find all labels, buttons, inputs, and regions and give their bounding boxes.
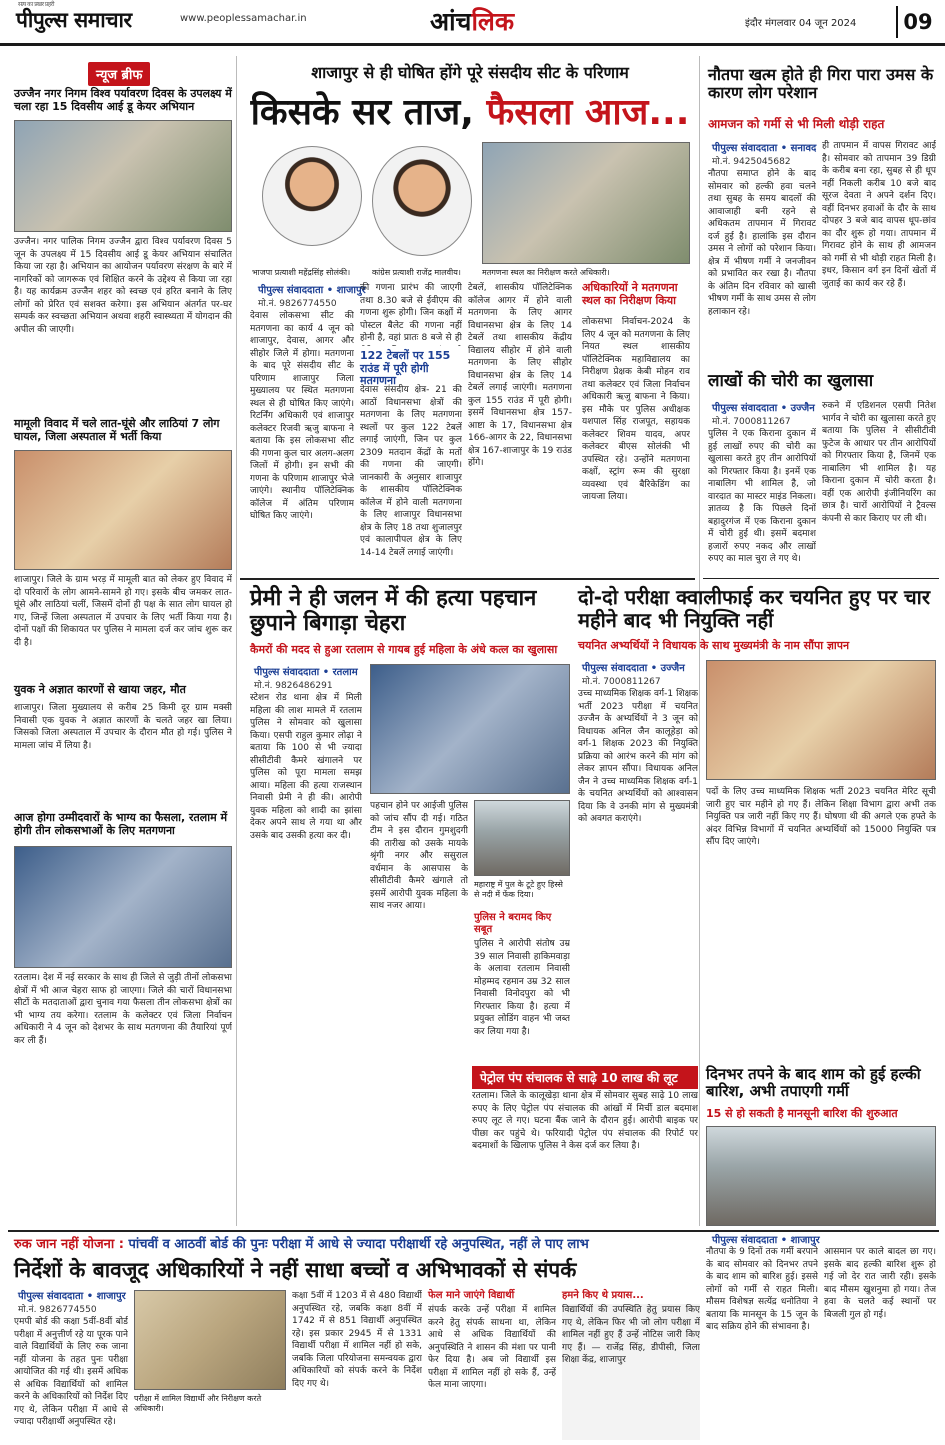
evidence-text: पुलिस ने आरोपी संतोष उम्र 39 साल निवासी हाकिमवाड़ा के अलावा रतलाम निवासी मोहम्मद रहमान उम्र 32 साल निवासी विनोदपुरा को भी गिरफ्तार किया है। हत्या में प्रयुक्त लोडिंग वाहन भी जब्त कर लिया गया है। xyxy=(474,939,570,1037)
recruit-text-2: पदों के लिए उच्च माध्यमिक शिक्षक भर्ती 2023 चयनित मेरिट सूची जारी हुए चार महीने हो गए हैं। लेकिन शिक्षा विभाग द्वारा अभी तक नियुक्ति पत्र जारी नहीं किए गए हैं। घोषणा थी की अगले एक हफ्ते के अंदर विभिन्न विभागों में चयनित अभ्यर्थियों को 15000 नियुक्ति पत्र सौंप दिए जाएंगे। xyxy=(706,787,936,847)
brief4-photo xyxy=(14,846,232,968)
brief4-text: रतलाम। देश में नई सरकार के साथ ही जिले से जुड़ी तीनों लोकसभा क्षेत्रों में भी आज चेहरा साफ हो जाएगा। जिले की चारों विधानसभा सीटों के मतदाताओं द्वारा चुनाव गया फैसला तीन लोकसभा क्षेत्रों का भी भाग्य तय करेगा। रतलाम के कलेक्टर एवं जिला निर्वाचन अधिकारी ने 4 जून को देशभर के साथ मतगणना की तैयारियां पूर्ण कर ली हैं। xyxy=(14,973,232,1046)
recruit-group-photo xyxy=(706,660,936,780)
heat-headline[interactable]: नौतपा खत्म होते ही गिरा पारा उमस के कारण लोग परेशान xyxy=(708,65,934,103)
murder-subhead: कैमरों की मदद से हुआ रतलाम से गायब हुई महिला के अंधे कत्ल का खुलासा xyxy=(250,643,558,656)
lead-kicker: शाजापुर से ही घोषित होंगे पूरे संसदीय सीट के परिणाम xyxy=(311,63,629,82)
school-text-3: संपर्क करके उन्हें परीक्षा में शामिल करने हेतु संपर्क साधना था, लेकिन आधे से अधिक विद्यार्थियों की अनुपस्थिति ने शासन की मंशा पर पानी फेर दिया है। अब जो विद्यार्थी इस परीक्षा में शामिल नहीं हो सके हैं, उन्हें फेल माना जाएगा। xyxy=(428,1305,556,1390)
theft-byline: पीपुल्स संवाददाता • उज्जैन xyxy=(712,403,815,414)
recruit-headline[interactable]: दो-दो परीक्षा क्वालीफाई कर चयनित हुए पर चार महीने बाद भी नियुक्ति नहीं xyxy=(578,585,931,632)
page-number: 09 xyxy=(896,6,938,38)
logo-text: पीपुल्स समाचार xyxy=(16,8,132,32)
heat-text-1: नौतपा समाप्त होने के बाद सोमवार को हल्की हवा चलने तथा सुबह के समय बादलों की आवाजाही बनी रहने से अधिकतम तापमान में गिरावट दर्ज हुई है। हालांकि इस दौरान उमस ने लोगों को परेशान किया। क्षेत्र में भीषण गर्मी ने जनजीवन को प्रभावित कर रखा है। नौतपा के अंतिम दिन रविवार को खासी भीषण गर्मी के साथ उमस से लोग हलाकान रहे। xyxy=(708,169,816,317)
section-title xyxy=(430,4,514,38)
school-box-headline: हमने किए थे प्रयास... xyxy=(562,1290,644,1301)
murder-press-photo xyxy=(370,664,570,794)
dateline: इंदौर मंगलवार 04 जून 2024 xyxy=(745,18,857,29)
brief2-photo xyxy=(14,450,232,570)
rain-headline[interactable]: दिनभर तपने के बाद शाम को हुई हल्की बारिश, अभी तपाएगी गर्मी xyxy=(706,1065,921,1101)
rain-byline: पीपुल्स संवाददाता • शाजापुर xyxy=(712,1235,820,1246)
school-exam-caption: परीक्षा में शामिल विद्यार्थी और निरीक्षण करते अधिकारी। xyxy=(134,1394,262,1413)
brief1-text: उज्जैन। नगर पालिक निगम उज्जैन द्वारा विश्व पर्यावरण दिवस 5 जून के उपलक्ष्य में 15 दिवसीय आई डू केयर अभियान संचालित किया जा रहा है। अभियान का आयोजन पर्यावरण संरक्षण के बारे में नागरिकों को जागरूक एवं शिक्षित करने के उद्देश्य से किया जा रहा है। यह कार्यक्रम उज्जैन शहर को स्वच्छ एवं हरित बनाने के लिए लोगों को प्रेरित एवं सशक्त करेगा। इस अभियान अंतर्गत पर-घर सम्पर्क कर स्वच्छता अभियान अथवा शहरी स्वास्थ्यता में योगदान की अपील की जाएगी। xyxy=(14,237,232,335)
lead-headline[interactable] xyxy=(250,92,690,133)
theft-text-1: पुलिस ने एक किराना दुकान में हुई लाखों रुपए की चोरी का खुलासा करते हुए तीन आरोपियों को गिरफ्तार किया है। इनमें एक नाबालिग भी शामिल है, जो वारदात का मास्टर माइंड निकला। ज्ञातव्य है कि पिछले दिनों बहादुरगंज में एक किराना दुकान में चोरी हुई थी। इसमें बदमाश हजारों रुपए नकद और लाखों रुपए का माल चुरा ले गए थे। xyxy=(708,429,816,564)
recruit-mobile: मो.नं. 7000811267 xyxy=(582,677,661,687)
brief3-headline[interactable]: युवक ने अज्ञात कारणों से खाया जहर, मौत xyxy=(14,683,186,696)
rain-text-1: नौतपा के 9 दिनों तक गर्मी बरपाने के बाद सोमवार को दिनभर तपने के बाद शाम को बारिश हुई। इससे लोगों को गर्मी से राहत मिली। मौसम विशेषज्ञ सत्येंद्र धनोतिया ने बताया कि मानसून के 15 जून के बाद सक्रिय होने की संभावना है। xyxy=(706,1247,818,1332)
heat-mobile: मो.नं. 9425045682 xyxy=(712,157,791,167)
masthead xyxy=(0,0,945,46)
heat-byline: पीपुल्स संवाददाता • सनावद xyxy=(712,143,817,154)
recruit-subhead: चयनित अभ्यर्थियों ने विधायक के साथ मुख्यमंत्री के नाम सौंपा ज्ञापन xyxy=(578,639,850,652)
bridge-photo-caption: महाराष्ट्र में पुल के टूटे हुए हिस्से से नदी में फेंक दिया। xyxy=(474,880,563,899)
bridge-photo xyxy=(474,800,570,876)
theft-mobile: मो.नं. 7000811267 xyxy=(712,417,791,427)
murder-byline: पीपुल्स संवाददाता • रतलाम xyxy=(254,667,358,678)
school-headline[interactable]: निर्देशों के बावजूद अधिकारियों ने नहीं साधा बच्चों व अभिभावकों से संपर्क xyxy=(14,1258,577,1282)
congress-candidate-caption: कांग्रेस प्रत्याशी राजेंद्र मालवीय। xyxy=(372,268,461,277)
lead-headline-black: किसके सर ताज, xyxy=(250,92,474,133)
logo-tagline: सत्य का प्रखर प्रहरी xyxy=(18,1,55,8)
rain-subhead: 15 से हो सकती है मानसूनी बारिश की शुरुआत xyxy=(706,1107,898,1120)
evidence-subhead: पुलिस ने बरामद किए सबूत xyxy=(474,912,552,935)
section-title-accent: लिक xyxy=(471,7,515,36)
brief2-text: शाजापुर। जिले के ग्राम भरड़ में मामूली बात को लेकर हुए विवाद में दो परिवारों के लोग आमने-सामने हो गए। इसके बीच जमकर लात-घूंसे और लाठियां चलीं, जिसमें दोनों ही पक्ष के सात लोग घायल हो गए, जिन्हें जिला अस्पताल में उपचार के लिए भर्ती किया गया है। दोनों पक्षों की शिकायत पर पुलिस ने मामला दर्ज कर जांच शुरू कर दी है। xyxy=(14,575,232,648)
lead-byline: पीपुल्स संवाददाता • शाजापुर xyxy=(258,285,366,296)
school-mobile: मो.नं. 9826774550 xyxy=(18,1305,97,1315)
lead-mobile: मो.नं. 9826774550 xyxy=(258,299,337,309)
lead-text-1: देवास लोकसभा सीट की मतगणना का कार्य 4 जून को शाजापुर, देवास, आगर और सीहोर जिले में होगा। मतगणना के बाद पूरे संसदीय सीट के परिणाम शाजापुर जिला मुख्यालय पर स्थित मतगणना स्थल से ही घोषित किए जाएंगे। रिटर्निंग अधिकारी एवं शाजापुर कलेक्टर रिजवी ऋजु बाफना ने बताया कि इस लोकसभा सीट की गणना कुल चार अलग-अलग जिलों में होगी। इन सभी की गणना के परिणाम शाजापुर भेजे जाएंगे। स्थानीय पॉलिटेक्निक कॉलेज में अंतिम परिणाम घोषित किए जाएंगे। xyxy=(250,311,354,521)
news-brief-badge: न्यूज ब्रीफ xyxy=(88,62,150,86)
lead-headline-red: फैसला आज... xyxy=(486,92,690,133)
column-divider xyxy=(236,56,237,1226)
school-subhead: फेल माने जाएंगे विद्यार्थी xyxy=(428,1290,515,1301)
brief1-photo xyxy=(14,120,232,232)
newspaper-logo[interactable] xyxy=(16,1,132,34)
lead-text-4: टेबलें, शासकीय पॉलिटेक्निक कॉलेज आगर में होने वाली मतगणना के लिए आगर विधानसभा क्षेत्र के लिए 14 टेबलें तथा शासकीय केंद्रीय विद्यालय सीहोर में होने वाली मतगणना के लिए सीहोर विधानसभा क्षेत्र के लिए 14 टेबलें लगाई जाएंगी। मतगणना कुल 155 राउंड में पूरी होगी। इसमें विधानसभा क्षेत्र 157-आष्टा के 17, विधानसभा क्षेत्र 166-आगर के 22, विधानसभा क्षेत्र 167-शाजापुर के 19 राउंड होंगे। xyxy=(468,283,572,468)
rain-text-2: आसमान पर काले बादल छा गए। इसके बाद हल्की बारिश शुरू हो गई जो देर रात जारी रही। इसके बाद मौसम खुशनुमा हो गया। तेज हवा के चलते कई स्थानों पर बिजली गुल हो गई। xyxy=(824,1247,936,1320)
brief4-headline[interactable]: आज होगा उम्मीदवारों के भाग्य का फैसला, रतलाम में होगी तीन लोकसभाओं के लिए मतगणना xyxy=(14,811,228,837)
brief1-headline[interactable]: उज्जैन नगर निगम विश्व पर्यावरण दिवस के उपलक्ष्य में चला रहा 15 दिवसीय आई डू केयर अभियान xyxy=(14,87,232,113)
congress-candidate-portrait xyxy=(372,146,472,256)
heat-subhead: आमजन को गर्मी से भी मिली थोड़ी राहत xyxy=(708,117,885,131)
murder-headline[interactable]: प्रेमी ने ही जलन में की हत्या पहचान छुपाने बिगाड़ा चेहरा xyxy=(250,586,537,637)
school-box-text: विद्यार्थियों की उपस्थिति हेतु प्रयास किए गए थे, लेकिन फिर भी जो लोग परीक्षा में शामिल नहीं हुए हैं उन्हें नोटिस जारी किए गए हैं। — राजेंद्र सिंह, डीपीसी, जिला शिक्षा केंद्र, शाजापुर xyxy=(562,1304,700,1440)
rain-street-photo xyxy=(706,1126,936,1226)
school-byline: पीपुल्स संवाददाता • शाजापुर xyxy=(18,1291,126,1302)
murder-mobile: मो.नं. 9826486291 xyxy=(254,681,333,691)
brief3-text: शाजापुर। जिला मुख्यालय से करीब 25 किमी दूर ग्राम मक्सी निवासी एक युवक ने अज्ञात कारणों के चलते जहर खा लिया। जिसको जिला अस्पताल में उपचार के दौरान मौत हो गई। पुलिस ने मामला जांच में लिया है। xyxy=(14,703,232,751)
lead-box-headline: अधिकारियों ने मतगणना स्थल का निरीक्षण किया xyxy=(582,281,678,307)
recruit-text-1: उच्च माध्यमिक शिक्षक वर्ग-1 शिक्षक भर्ती 2023 परीक्षा में चयनित उज्जैन के अभ्यर्थियों ने 3 जून को विधायक अनिल जैन कालूहेड़ा को वर्ग-1 शिक्षक 2023 की नियुक्ति प्रक्रिया को आरंभ करने की मांग को लेकर ज्ञापन सौंपा। विधायक अनिल जैन ने उच्च माध्यमिक शिक्षक वर्ग-1 के चयनित अभ्यर्थियों को आश्वासन दिया कि वे उनकी मांग से मुख्यमंत्री को अवगत कराएंगे। xyxy=(578,689,698,824)
bjp-candidate-caption: भाजपा प्रत्याशी महेंद्रसिंह सोलंकी। xyxy=(252,268,351,277)
recruit-byline: पीपुल्स संवाददाता • उज्जैन xyxy=(582,663,685,674)
theft-headline[interactable]: लाखों की चोरी का खुलासा xyxy=(708,371,874,391)
lead-text-3: देवास संसदीय क्षेत्र- 21 की आठों विधानसभा क्षेत्रों की मतगणना के लिए मतगणना स्थलों पर कुल 122 टेबलें लगाई जाएंगी, जिन पर कुल 2309 मतदान केंद्रों के मतों की गणना की जाएगी। जानकारी के अनुसार शाजापुर के शासकीय पॉलिटेक्निक कॉलेज में होने वाली मतगणना के लिए शाजापुर विधानसभा क्षेत्र के लिए 18 तथा शुजालपुर एवं कालापीपल क्षेत्र के लिए 14-14 टेबलें लगाई जाएंगी। xyxy=(360,385,462,558)
theft-text-2: रुकने में एडिशनल एसपी नितेश भार्गव ने चोरी का खुलासा करते हुए बताया कि पुलिस ने सीसीटीवी फुटेज के आधार पर तीन आरोपियों को गिरफ्तार किया है, जिनमें एक नाबालिग भी शामिल है। यह किराना दुकान में चोरी करता है। वहीं एक आरोपी इंजीनियरिंग का छात्र है। चारों आरोपियों ने ट्रैवल्स कंपनी से कार किराए पर ली थी। xyxy=(822,401,936,524)
lead-text-2: की गणना प्रारंभ की जाएगी तथा 8.30 बजे से ईवीएम की गणना शुरू होगी। जिन कक्षों में पोस्टल बैलेट की गणना नहीं होनी है, वहां प्रातः 8 बजे से ही xyxy=(360,283,462,343)
school-exam-photo xyxy=(134,1290,286,1390)
website-link[interactable]: www.peoplessamachar.in xyxy=(180,13,307,24)
section-divider xyxy=(240,578,695,580)
section-divider xyxy=(703,578,939,579)
bjp-candidate-portrait xyxy=(262,146,362,246)
school-text-1: एमपी बोर्ड की कक्षा 5वीं-8वीं बोर्ड परीक्षा में अनुत्तीर्ण रहे या पूरक पाने वाले विद्यार्थियों के लिए रुक जाना नहीं योजना के तहत पुनः परीक्षा आयोजित की गई थी। इसमें अधिक से अधिक विद्यार्थियों को शामिल करने के अधिकारियों को निर्देश दिए गए थे, लेकिन परीक्षा में आधे से ज्यादा परीक्षार्थी अनुपस्थित रहे। xyxy=(14,1317,128,1427)
inspection-photo-caption: मतगणना स्थल का निरीक्षण करते अधिकारी। xyxy=(482,268,610,277)
murder-text-1: स्टेशन रोड थाना क्षेत्र में मिली महिला की लाश मामले में रतलाम पुलिस ने सोमवार को खुलासा किया। एसपी राहुल कुमार लोढ़ा ने बताया कि 100 से भी ज्यादा सीसीटीवी कैमरे खंगालने पर पुलिस को पूरा मामला समझ आया। महिला की हत्या राजस्थान निवासी प्रेमी ने ही की। आरोपी युवक महिला को शादी का झांसा देकर अपने साथ ले गया था और उसके बाद उसकी हत्या कर दी। xyxy=(250,693,362,841)
lead-box-text: लोकसभा निर्वाचन-2024 के लिए 4 जून को मतगणना के लिए नियत स्थल शासकीय पॉलिटेक्निक महाविद्यालय का निरीक्षण प्रेक्षक केबी मोहन राव तथा कलेक्टर एवं जिला निर्वाचन अधिकारी ऋजु बाफना ने किया। इस मौके पर पुलिस अधीक्षक यशपाल सिंह राजपूत, सहायक कलेक्टर शिवम यादव, अपर कलेक्टर बीएस सोलंकी भी उपस्थित रहे। उन्होंने मतगणना कक्षों, स्ट्रांग रूम की सुरक्षा व्यवस्था एवं बैरिकेडिंग का जायजा लिया। xyxy=(582,317,690,502)
lead-subhead: 122 टेबलों पर 155 राउंड में पूरी होगी मतगणना xyxy=(360,349,451,388)
petrol-robbery-text: रतलाम। जिले के कालूखेड़ा थाना क्षेत्र में सोमवार सुबह साढ़े 10 लाख रुपए के लिए पेट्रोल पंप संचालक की आंखों में मिर्ची डाल बदमाश रुपए लूट ले गए। घटना बैंक जाने के दौरान हुई। आरोपी बाइक पर पीछा कर पहुंचे थे। फरियादी पेट्रोल पंप संचालक की रिपोर्ट पर बदमाशों के खिलाफ पुलिस ने केस दर्ज कर लिया है। xyxy=(472,1091,698,1151)
counting-inspection-photo xyxy=(482,142,690,264)
section-title-main: आंच xyxy=(430,7,472,36)
heat-text-2: ही तापमान में वापस गिरावट आई है। सोमवार को तापमान 39 डिग्री के करीब बना रहा, सुबह से ही धूप नहीं निकली करीब 10 बजे बाद सूरज देवता ने अपने दर्शन दिए। वहीं दिनभर हवाओं के दौर के साथ दोपहर 3 बजे बाद वापस धूप-छांव का दौर शुरू हो गया। तापमान में गिरावट होने के साथ ही आमजन को गर्मी से भी थोड़ी राहत मिली है। इधर, किसान वर्ग इन दिनों खेतों में जुताई का कार्य कर रहे हैं। xyxy=(822,141,936,289)
murder-text-2: पहचान होने पर आईजी पुलिस को जांच सौंप दी गई। गठित टीम ने इस दौरान गुमशुदगी की तारीख को उसके मायके श्रृंगी नगर और ससुराल वर्धमान के आसपास के सीसीटीवी कैमरे खंगाले तो इसमें आरोपी युवक महिला के साथ नजर आया। xyxy=(370,801,468,911)
brief2-headline[interactable]: मामूली विवाद में चले लात-घूंसे और लाठियां 7 लोग घायल, जिला अस्पताल में भर्ती किया xyxy=(14,417,220,443)
school-text-2: कक्षा 5वीं में 1203 में से 480 विद्यार्थी अनुपस्थित रहे, जबकि कक्षा 8वीं में 1742 में से 851 विद्यार्थी अनुपस्थित रहे। इस प्रकार 2945 में से 1331 विद्यार्थी परीक्षा में शामिल नहीं हो सके, जबकि जिला परियोजना समन्वयक द्वारा अधिकारियों को संपर्क करने के निर्देश दिए गए थे। xyxy=(292,1291,422,1389)
school-kicker-red: रुक जान नहीं योजना : xyxy=(14,1237,124,1252)
petrol-robbery-bar[interactable]: पेट्रोल पंप संचालक से साढ़े 10 लाख की लूट xyxy=(472,1066,698,1089)
school-kicker-text: पांचवीं व आठवीं बोर्ड की पुनः परीक्षा में आधे से ज्यादा परीक्षार्थी रहे अनुपस्थित, नहीं ले पाए लाभ xyxy=(128,1237,589,1252)
